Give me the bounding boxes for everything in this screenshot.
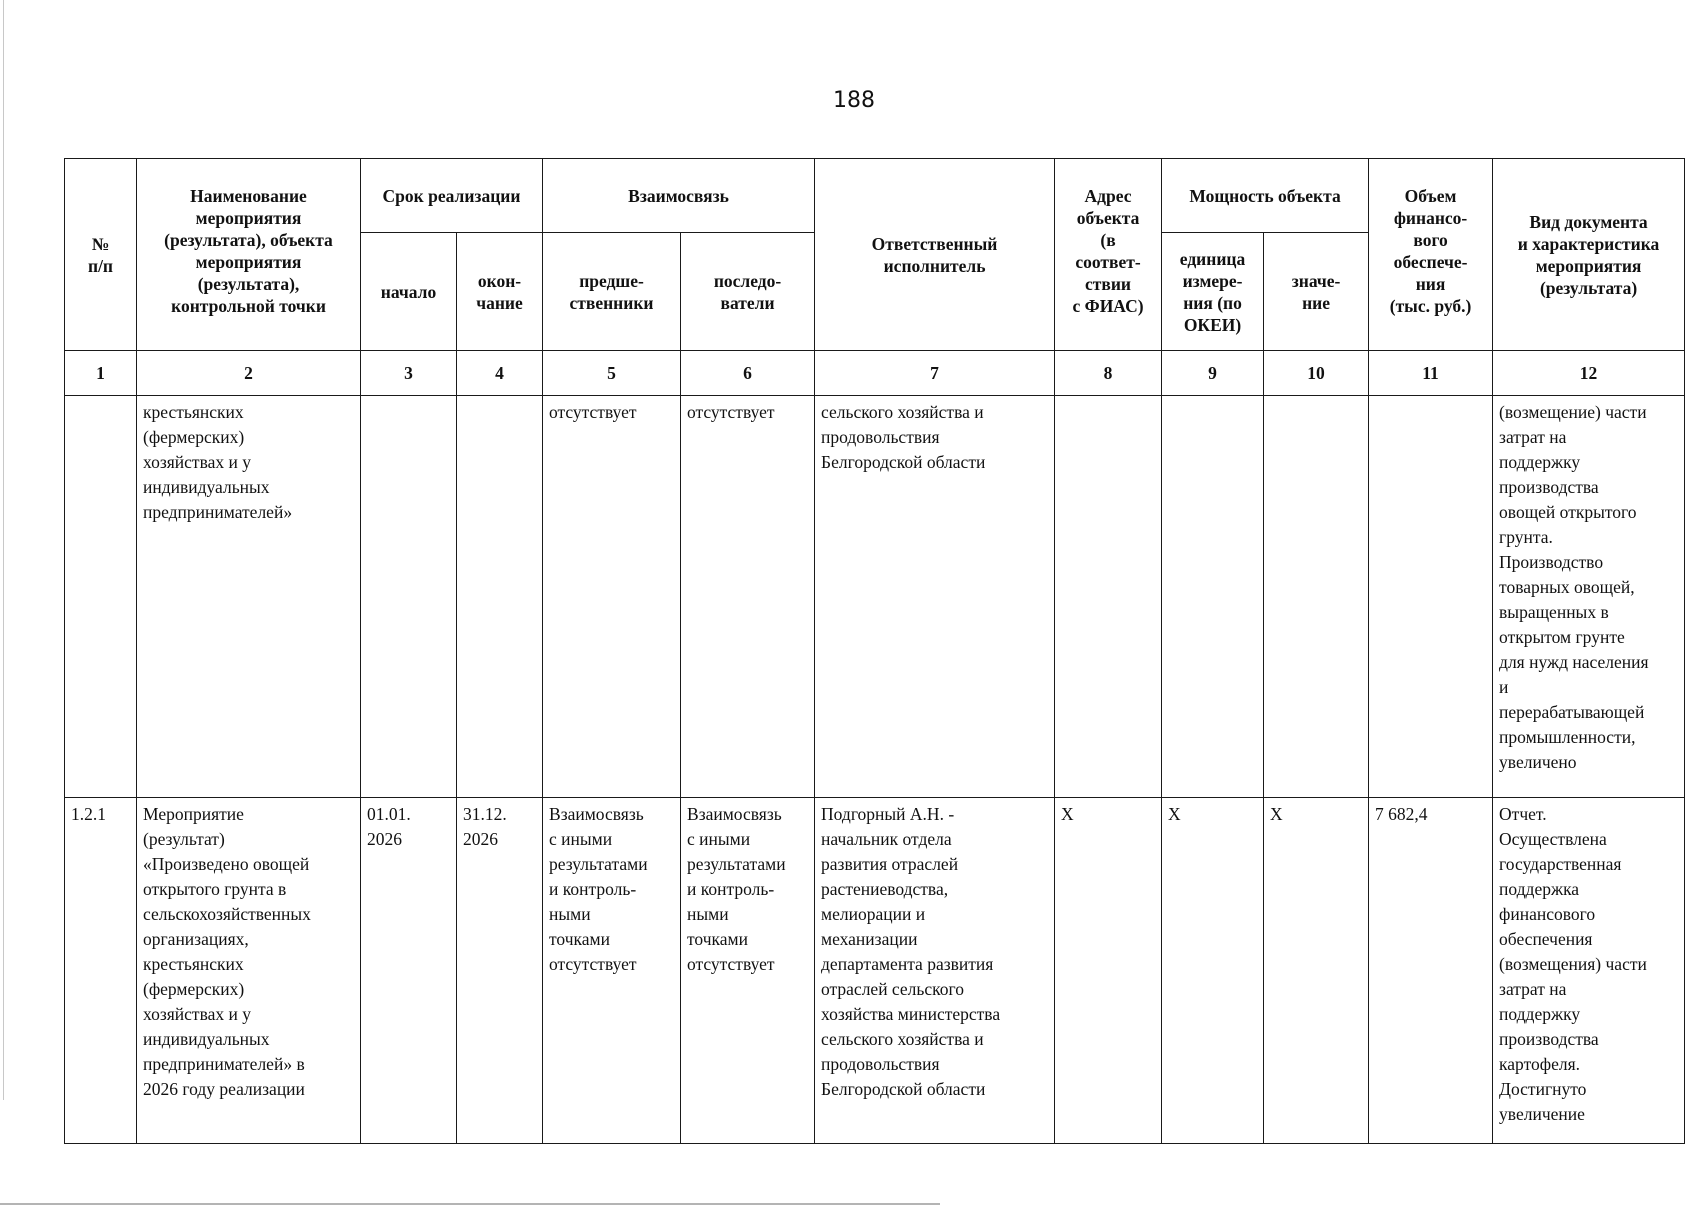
text-line: мероприятия: [1535, 255, 1642, 276]
text-line: Объем: [1404, 186, 1457, 206]
text-line: исполнитель: [883, 255, 986, 276]
column-number: 11: [1369, 351, 1493, 396]
text-line: производства: [1499, 1029, 1599, 1049]
text-line: финансо-: [1393, 208, 1468, 228]
text-line: с ФИАС): [1072, 296, 1144, 316]
text-line: Взаимосвязь: [549, 804, 644, 824]
text-line: Белгородской области: [821, 1079, 986, 1099]
text-line: затрат на: [1499, 979, 1567, 999]
text-line: поддержку: [1499, 452, 1581, 472]
text-line: хозяйствах и у: [143, 1004, 251, 1024]
text-line: (фермерских): [143, 979, 245, 999]
row-name-cell: [137, 798, 361, 1144]
text-line: (возмещения) части: [1499, 954, 1647, 974]
text-line: отраслей сельского: [821, 979, 965, 999]
text-line: сельскохозяйственных: [143, 904, 311, 924]
text-line: ными: [687, 904, 729, 924]
column-number-row: [65, 351, 1685, 396]
text-line: открытом грунте: [1499, 627, 1625, 647]
text-line: для нужд населения: [1499, 652, 1649, 672]
column-number: 12: [1493, 351, 1685, 396]
text-line: ние: [1302, 292, 1330, 313]
header-number: [65, 159, 137, 351]
text-line: товарных овощей,: [1499, 577, 1635, 597]
text-line: окон-: [477, 270, 522, 291]
header-document-type: [1493, 159, 1685, 351]
text-line: объекта: [1076, 208, 1140, 228]
text-line: 2026: [463, 829, 498, 849]
row-name-cell: [137, 396, 361, 798]
text-line: (тыс. руб.): [1389, 296, 1472, 316]
text-line: увеличение: [1499, 1104, 1585, 1124]
text-line: продовольствия: [821, 1054, 940, 1074]
text-line: Отчет.: [1499, 804, 1547, 824]
text-line: с иными: [687, 829, 751, 849]
text-line: значе-: [1291, 270, 1341, 291]
row-predecessors-cell: [543, 396, 681, 798]
header-srok-end: [457, 233, 543, 351]
header-srok-start: начало: [361, 233, 457, 351]
row-end-cell: [457, 396, 543, 798]
text-line: хозяйства министерства: [821, 1004, 1001, 1024]
text-line: отсутствует: [549, 402, 637, 422]
row-financing-cell: [1369, 396, 1493, 798]
text-line: ния (по: [1183, 292, 1242, 313]
text-line: (в: [1100, 230, 1116, 250]
row-start-cell: [361, 396, 457, 798]
column-number: 2: [137, 351, 361, 396]
header-capacity: Мощность объекта: [1162, 159, 1369, 233]
text-line: (результата): [1539, 277, 1638, 298]
text-line: сельского хозяйства и: [821, 1029, 984, 1049]
text-line: Мероприятие: [143, 804, 244, 824]
text-line: (фермерских): [143, 427, 245, 447]
text-line: Белгородской области: [821, 452, 986, 472]
text-line: ными: [549, 904, 591, 924]
text-line: п/п: [87, 255, 114, 276]
text-line: ОКЕИ): [1183, 314, 1242, 335]
text-line: начальник отдела: [821, 829, 952, 849]
text-line: чание: [476, 292, 523, 313]
text-line: (результата),: [197, 274, 300, 294]
text-line: 01.01.: [367, 804, 411, 824]
text-line: Производство: [1499, 552, 1604, 572]
text-line: финансового: [1499, 904, 1596, 924]
text-line: 31.12.: [463, 804, 507, 824]
header-address: [1055, 159, 1162, 351]
column-number: 4: [457, 351, 543, 396]
text-line: точками: [549, 929, 610, 949]
text-line: промышленности,: [1499, 727, 1636, 747]
text-line: открытого грунта в: [143, 879, 287, 899]
text-line: (результата), объекта: [164, 230, 333, 250]
row-value-cell: [1264, 396, 1369, 798]
text-line: производства: [1499, 477, 1599, 497]
text-line: Достигнуто: [1499, 1079, 1587, 1099]
text-line: увеличено: [1499, 752, 1577, 772]
row-document-cell: [1493, 396, 1685, 798]
column-number: 5: [543, 351, 681, 396]
text-line: результатами: [549, 854, 648, 874]
table-row: [65, 798, 1685, 1144]
text-line: точками: [687, 929, 748, 949]
text-line: и: [1499, 677, 1509, 697]
text-line: Осуществлена: [1499, 829, 1607, 849]
text-line: грунта.: [1499, 527, 1553, 547]
text-line: Вид документа: [1529, 211, 1648, 232]
column-number: 10: [1264, 351, 1369, 396]
text-line: измере-: [1182, 270, 1243, 291]
text-line: растениеводства,: [821, 879, 949, 899]
text-line: государственная: [1499, 854, 1622, 874]
text-line: Ответственный: [871, 233, 998, 254]
row-number-cell: 1.2.1: [65, 798, 137, 1144]
row-start-cell: [361, 798, 457, 1144]
text-line: №: [91, 233, 110, 254]
text-line: «Произведено овощей: [143, 854, 310, 874]
text-line: (возмещение) части: [1499, 402, 1647, 422]
text-line: Адрес: [1084, 186, 1132, 206]
text-line: выращенных в: [1499, 602, 1609, 622]
text-line: и контроль-: [687, 879, 775, 899]
text-line: отсутствует: [687, 402, 775, 422]
row-address-cell: [1055, 396, 1162, 798]
text-line: организациях,: [143, 929, 249, 949]
text-line: перерабатывающей: [1499, 702, 1645, 722]
row-unit-cell: X: [1162, 798, 1264, 1144]
page-edge-line: [3, 0, 4, 1100]
text-line: индивидуальных: [143, 1029, 270, 1049]
header-vzaimosvyaz: Взаимосвязь: [543, 159, 815, 233]
text-line: мероприятия: [195, 252, 302, 272]
table-row: [65, 396, 1685, 798]
row-number-cell: [65, 396, 137, 798]
column-number: 7: [815, 351, 1055, 396]
text-line: ния: [1415, 274, 1446, 294]
text-line: соответ-: [1075, 252, 1141, 272]
text-line: предпринимателей»: [143, 502, 293, 522]
column-number: 9: [1162, 351, 1264, 396]
text-line: 2026 году реализации: [143, 1079, 305, 1099]
text-line: контрольной точки: [171, 296, 326, 316]
text-line: сельского хозяйства и: [821, 402, 984, 422]
header-row-1: [65, 159, 1685, 233]
text-line: хозяйствах и у: [143, 452, 251, 472]
text-line: результатами: [687, 854, 786, 874]
text-line: крестьянских: [143, 402, 244, 422]
text-line: затрат на: [1499, 427, 1567, 447]
text-line: вого: [1413, 230, 1448, 250]
text-line: последо-: [713, 270, 782, 291]
header-financing: [1369, 159, 1493, 351]
text-line: Наименование: [190, 186, 307, 206]
header-name: [137, 159, 361, 351]
text-line: поддержку: [1499, 1004, 1581, 1024]
row-responsible-cell: [815, 396, 1055, 798]
row-address-cell: X: [1055, 798, 1162, 1144]
row-responsible-cell: [815, 798, 1055, 1144]
text-line: индивидуальных: [143, 477, 270, 497]
text-line: развития отраслей: [821, 854, 959, 874]
row-document-cell: [1493, 798, 1685, 1144]
row-financing-cell: 7 682,4: [1369, 798, 1493, 1144]
header-capacity-unit: [1162, 233, 1264, 351]
row-successors-cell: [681, 798, 815, 1144]
text-line: Взаимосвязь: [687, 804, 782, 824]
header-srok: Срок реализации: [361, 159, 543, 233]
row-predecessors-cell: [543, 798, 681, 1144]
header-successors: [681, 233, 815, 351]
text-line: предше-: [579, 270, 644, 291]
text-line: предпринимателей» в: [143, 1054, 305, 1074]
page-number: 188: [833, 88, 875, 113]
text-line: (результат): [143, 829, 225, 849]
text-line: единица: [1179, 248, 1246, 269]
column-number: 6: [681, 351, 815, 396]
header-responsible: [815, 159, 1055, 351]
text-line: крестьянских: [143, 954, 244, 974]
text-line: и характеристика: [1517, 233, 1660, 254]
row-unit-cell: [1162, 396, 1264, 798]
text-line: Подгорный А.Н. -: [821, 804, 955, 824]
row-value-cell: X: [1264, 798, 1369, 1144]
text-line: картофеля.: [1499, 1054, 1581, 1074]
text-line: мелиорации и: [821, 904, 926, 924]
row-successors-cell: [681, 396, 815, 798]
activities-table: [64, 158, 1685, 1144]
text-line: с иными: [549, 829, 613, 849]
text-line: овощей открытого: [1499, 502, 1637, 522]
column-number: 8: [1055, 351, 1162, 396]
text-line: обеспече-: [1393, 252, 1468, 272]
text-line: департамента развития: [821, 954, 994, 974]
header-capacity-value: [1264, 233, 1369, 351]
text-line: мероприятия: [195, 208, 302, 228]
text-line: ватели: [720, 292, 775, 313]
column-number: 3: [361, 351, 457, 396]
text-line: отсутствует: [687, 954, 775, 974]
text-line: 2026: [367, 829, 402, 849]
text-line: ственники: [569, 292, 654, 313]
text-line: продовольствия: [821, 427, 940, 447]
text-line: ствии: [1085, 274, 1132, 294]
text-line: механизации: [821, 929, 918, 949]
text-line: отсутствует: [549, 954, 637, 974]
row-end-cell: [457, 798, 543, 1144]
text-line: обеспечения: [1499, 929, 1593, 949]
text-line: и контроль-: [549, 879, 637, 899]
column-number: 1: [65, 351, 137, 396]
text-line: поддержка: [1499, 879, 1580, 899]
header-predecessors: [543, 233, 681, 351]
